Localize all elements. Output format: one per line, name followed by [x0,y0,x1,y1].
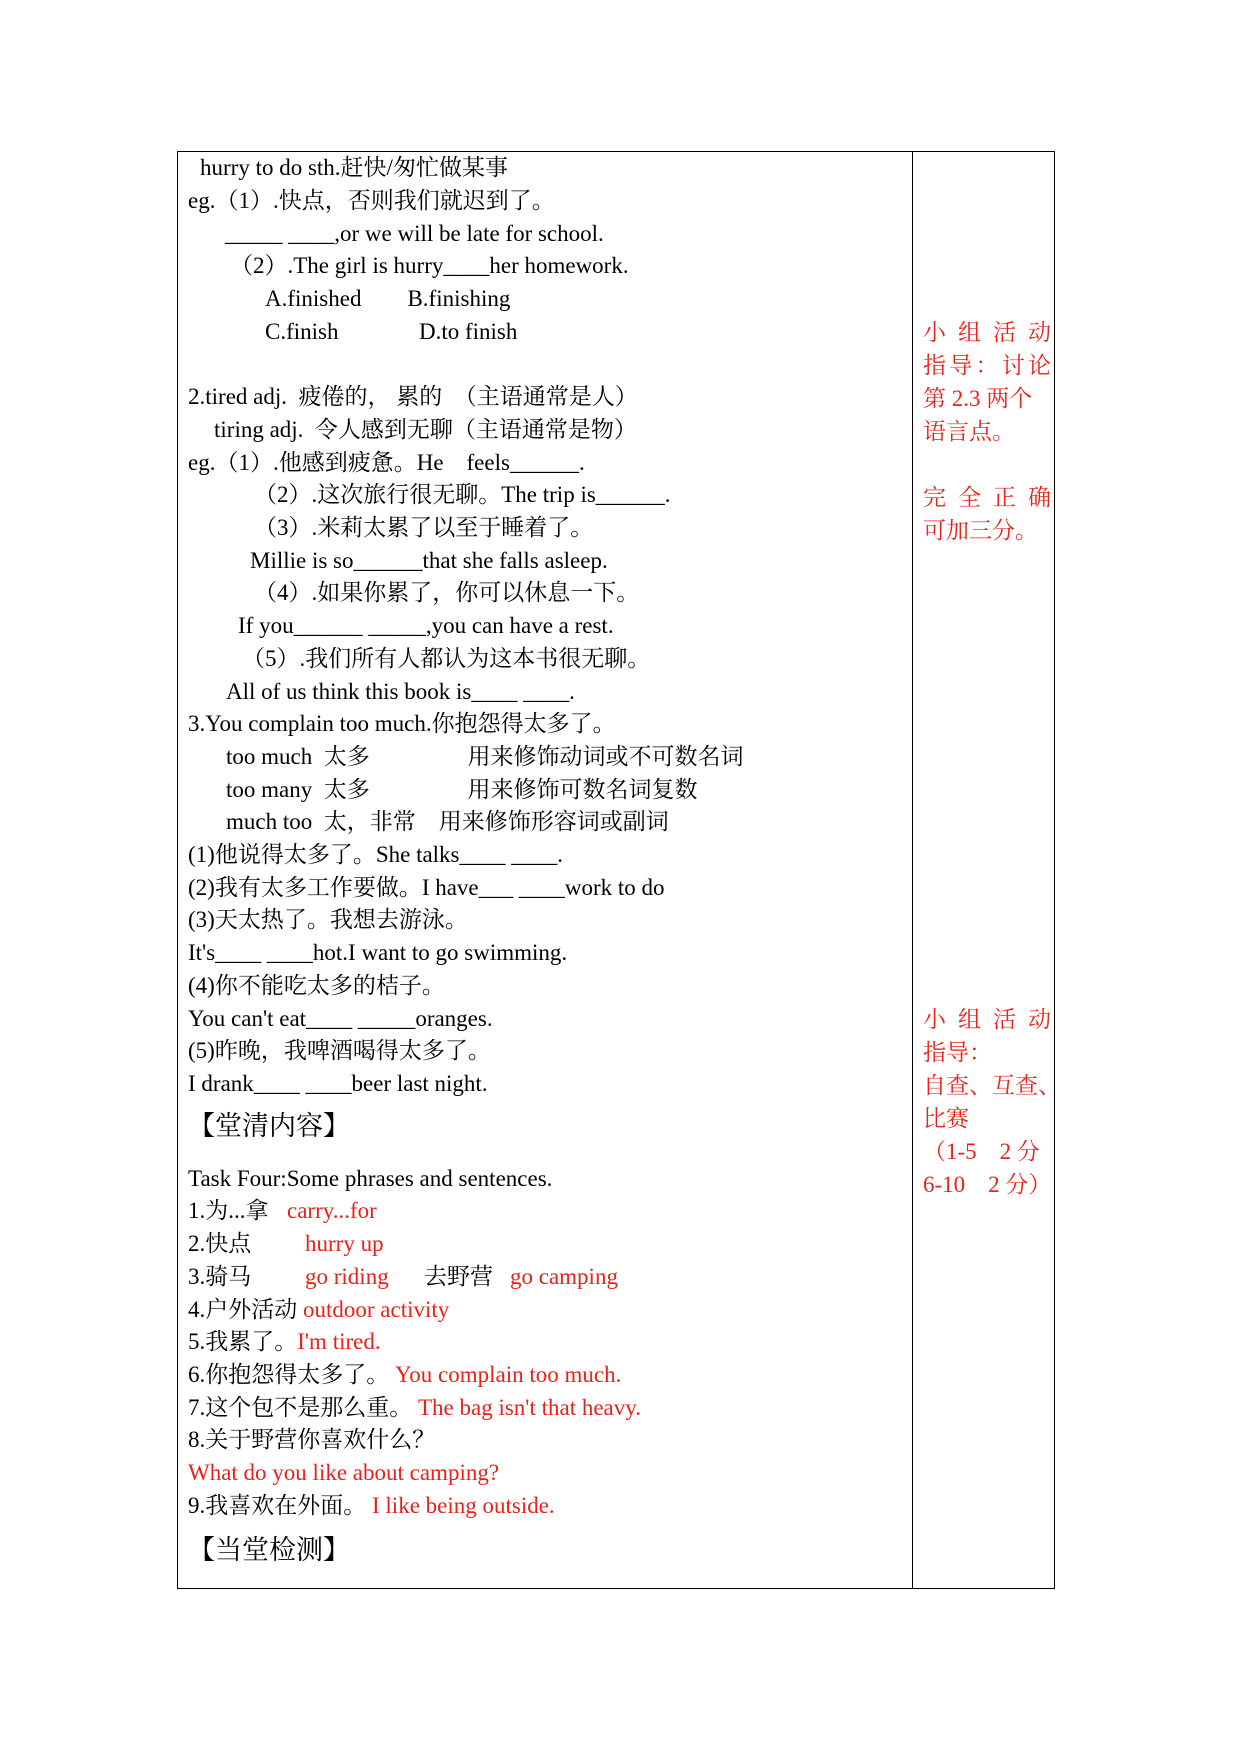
phrase-item [188,1359,621,1391]
section-heading: 【堂清内容】 [188,1111,350,1141]
phrase-item [188,1228,384,1260]
text-line: If you______ _____,you can have a rest. [238,613,614,638]
phrase-answer: outdoor activity [303,1297,450,1322]
text-line: too much 太多 用来修饰动词或不可数名词 [226,744,744,769]
text-line: (4)你不能吃太多的桔子。 [188,973,445,998]
section-heading: 【当堂检测】 [188,1535,350,1565]
text-line: All of us think this book is____ ____. [226,679,575,704]
text-line: （3）.米莉太累了以至于睡着了。 [254,515,594,540]
text-line: It's____ ____hot.I want to go swimming. [188,940,568,965]
phrase-item [188,1195,377,1227]
text-line: too many 太多 用来修饰可数名词复数 [226,777,698,802]
phrase-item [188,1392,641,1424]
option-line: C.finish D.to finish [265,319,518,344]
phrase-item [188,1261,618,1293]
text-line: Millie is so______that she falls asleep. [250,548,608,573]
option-line: A.finished B.finishing [265,286,511,311]
task-title: Task Four:Some phrases and sentences. [188,1166,553,1191]
phrase-cn: 6.你抱怨得太多了。 [188,1362,390,1387]
text-line: (5)昨晚，我啤酒喝得太多了。 [188,1038,491,1063]
phrase-answer: What do you like about camping? [188,1460,500,1485]
note-line: 小组活动 [923,1007,1051,1032]
note-line: （1-5 2 分 [923,1139,1040,1164]
phrase-answer: go riding [305,1264,389,1289]
note-line: 完全正确 [923,485,1051,510]
text-line: much too 太，非常 用来修饰形容词或副词 [226,809,669,834]
text-line: 3.You complain too much.你抱怨得太多了。 [188,711,616,736]
text-line: tiring adj. 令人感到无聊（主语通常是物） [214,417,637,442]
note-line: 6-10 2 分） [923,1172,1052,1197]
phrase-cn: 9.我喜欢在外面。 [188,1493,367,1518]
phrase-cn: 去野营 [424,1264,493,1289]
phrase-item [188,1294,449,1326]
phrase-answer: hurry up [305,1231,384,1256]
text-line: (2)我有太多工作要做。I have___ ____work to do [188,875,665,900]
phrase-cn: 7.这个包不是那么重。 [188,1395,413,1420]
note-line: 指导：讨论 [923,353,1051,378]
text-line: （2）.The girl is hurry____her homework. [230,253,629,278]
phrase-cn: 3.骑马 [188,1264,252,1289]
note-line: 小组活动 [923,320,1051,345]
column-divider [912,152,913,1588]
text-line: hurry to do sth.赶快/匆忙做某事 [200,155,508,180]
phrase-cn: 5.我累了。 [188,1329,298,1354]
text-line: （4）.如果你累了，你可以休息一下。 [254,580,640,605]
text-line: (1)他说得太多了。She talks____ ____. [188,842,564,867]
text-line: eg.（1）.他感到疲惫。He feels______. [188,450,585,475]
note-line: 可加三分。 [923,518,1038,543]
note-line: 自查、互查、 [923,1073,1061,1098]
phrase-answer: go camping [510,1264,618,1289]
note-line: 指导： [923,1040,992,1065]
phrase-answer: I like being outside. [372,1493,555,1518]
text-line: _____ ____,or we will be late for school. [225,221,604,246]
worksheet-table [177,151,1061,1589]
note-line: 语言点。 [923,419,1015,444]
phrase-answer: I'm tired. [297,1329,381,1354]
phrase-cn: 2.快点 [188,1231,252,1256]
activity-note-1 [923,316,1051,547]
phrase-item [188,1326,381,1358]
text-line: 2.tired adj. 疲倦的， 累的 （主语通常是人） [188,384,638,409]
text-line: You can't eat____ _____oranges. [188,1006,493,1031]
text-line: （2）.这次旅行很无聊。The trip is______. [254,482,671,507]
phrase-cn: 4.户外活动 [188,1297,298,1322]
note-line: 比赛 [923,1106,969,1131]
phrase-answer: You complain too much. [395,1362,622,1387]
text-line: （5）.我们所有人都认为这本书很无聊。 [242,646,651,671]
activity-note-2 [923,1003,1061,1201]
note-line: 第 2.3 两个 [923,386,1033,411]
phrase-answer: The bag isn't that heavy. [418,1395,642,1420]
phrase-answer: carry...for [287,1198,377,1223]
text-line: I drank____ ____beer last night. [188,1071,488,1096]
text-line: eg.（1）.快点，否则我们就迟到了。 [188,188,555,213]
phrase-item [188,1424,435,1456]
phrase-item [188,1490,555,1522]
phrase-cn: 8.关于野营你喜欢什么？ [188,1427,436,1452]
phrase-cn: 1.为...拿 [188,1198,269,1223]
text-line: (3)天太热了。我想去游泳。 [188,907,468,932]
